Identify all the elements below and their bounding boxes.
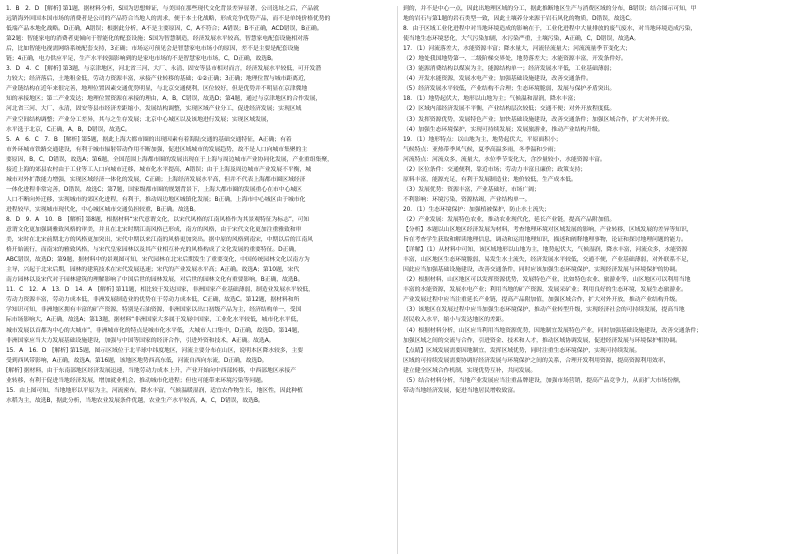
text-line: 建立健全区域合作机制，实现优势互补，共同发展。 [403, 367, 537, 374]
text-line: 19．（1）地形特点：以山地为主，地势起伏大，平原面积小； [403, 136, 562, 143]
text-line: 际市场影响大，A正确，故选A；第13题，据材料“非洲国家大多属于发展中国家，工业化水平较低，城市化水平低， [6, 317, 303, 324]
left-column [6, 4, 394, 556]
text-line: 知的承接地区；第二产业发达；地理位置资源在承接的理由，A，B，C错误，故选D；第4题，通过与京津地区的合作发展， [6, 96, 322, 103]
text-line: 区域的可持续发展需要协调好经济发展与环境保护之间的关系，合理开发利用资源，提高资源利用效率， [403, 357, 670, 364]
text-line: 【分析】本题以山区地区经济发展为材料，考查地理环境对区域发展的影响，产业转移，区域发展的差异等知识， [403, 227, 693, 234]
text-line: 地的岩石与第1题的岩石类型一致，因此土壤养分来源于岩石风化的物质，D错误，故选C。 [403, 16, 636, 23]
text-line: 不利影响：环境污染，资源枯竭，产业结构单一。 [403, 196, 531, 203]
text-line: ABC错误，故选D；第9题，据材料中的景观图可知，宋代园林在北宋后期发生了重要变化，中国传统园林文化以南方为 [6, 257, 310, 264]
text-line: 美，宋时在北宋前期北方的风格更加突出，宋代中期以来江南的风格更加突出。据中原的风格到南宋，中期以后的江南风 [6, 237, 313, 244]
text-line: 8．由于区域工业化进程中对当地环境造成的影响在于，工业化进程中大量排放的废气废水，对当地环境造成污染， [403, 26, 697, 33]
text-line: 带动当地经济发展，促进当地居民增收致富。 [403, 387, 519, 394]
text-line: （4）开发水能资源，发展水电产业；加强基础设施建设，改善交通条件。 [403, 76, 592, 83]
text-line: 17．（1）河流落差大，水能资源丰富；降水量大，河流径流量大；河流流量季节变化大； [403, 46, 632, 53]
text-line: 后，比如智能电视需网络系统配套支持，3正确；市场运可预见会是智慧家电市场小的原因，差不是主要是配套设施 [6, 46, 300, 53]
text-line: 旨在考查学生获取和解读地理信息，调动和运用地理知识，描述和阐释地理事物，论证和探讨地理问题的能力。 [403, 237, 687, 244]
text-line: 产业发展过程中应当注重延长产业链，提高产品附加值，加强区域合作，扩大对外开放，推动产业结构升级。 [403, 297, 681, 304]
text-line: （2）区位条件：交通便利，靠近市场；劳动力丰富且廉价；政策支持； [403, 166, 587, 173]
text-line: 劳动力资源丰富，劳动力成本低，非洲发展制造业的优势在于劳动力成本低，C正确，故选C。第12题，据材料和所 [6, 297, 300, 304]
text-line: 18．（1）地势起伏大，地形以山地为主；气候温和湿润，降水丰富； [403, 96, 579, 103]
text-line: 意谓文化更加强调雅致风格的审美，并且在北宋时期江南风格已形成，南方的风格，由于宋代文化更加注重雅致和审 [6, 227, 302, 234]
text-line: 链；4正确，电力供应平足，生产水平较强影响到的是家电市场的不是智慧家电市场，C，D正确，故选B。 [6, 56, 277, 63]
text-line: （4）加强生态环境保护，实现可持续发展；发展旅游业，推动产业结构升级。 [403, 126, 604, 133]
column-divider [397, 6, 398, 554]
text-line: 20．（1）生态环境保护：加强植被保护，防止水土流失； [403, 206, 550, 213]
text-line: 一体化进程非常完善，D错误，故选C；第7题，国家级都市圈的规划背景下，上海大都市圈的发展重心在市中心城区 [6, 186, 302, 193]
text-line: 居民收入水平，缩小与发达地区的差距。 [403, 317, 508, 324]
text-line: 11．C 12．A 13．D 14．A [解析] 第11题，相比较于发达国家，非洲国家产业基础薄弱，制造业发展水平较低， [6, 287, 314, 294]
text-line: 格开始流行，而南宋的雅致风格，与宋代皇家园林以及其产业相互补充的风格构成了文化发展的重要特征。D正确， [6, 247, 300, 254]
text-line: （2）根据材料，山区地区可以发挥资源优势，发展特色产业，比如特色农业、旅游业等，山区地区可以利用当地 [403, 277, 691, 284]
text-line: 15．A 16．D [解析] 第15题，图示区域位于北半球中纬度地区，河流主要分布在山区，说明本区降水较多，主要 [6, 347, 303, 354]
text-line: （3）能源消费结构以煤炭为主，能源结构单一；经济发展水平低，工业基础薄弱； [403, 66, 616, 73]
text-line: 丰富的水能资源，发展水电产业；利用当地的矿产资源，发展采矿业；利用良好的生态环境，发展生态旅游业。 [403, 287, 687, 294]
text-line: （3）该地区在发展过程中应当加强生态环境保护，推动产业转型升级，实现经济社会的可持续发展，提高当地 [403, 307, 685, 314]
text-line: （3）发挥资源优势，发展特色产业；加快基础设施建设，改善交通条件；加强区域合作，扩大对外开放。 [403, 116, 674, 123]
text-line: 河流特点：河流众多，流量大，水位季节变化大，含沙量较小，水能资源丰富。 [403, 156, 606, 163]
text-line: 城市对外扩散能力增强，实现区域经济一体化的发展，C正确；上海经济发展水平高，但并不代表上海都市圈区域经济 [6, 176, 306, 183]
text-line: [解析] 据材料，由于东南部地区经济发展迅速，当地劳动力成本上升，产业开始向中西部转移，中西部地区承接产 [6, 367, 296, 374]
text-line: 进程较早，实现城市现代化，中心城区城市交通负担较重，B正确。故选B。 [6, 206, 200, 213]
text-line: 第2题：智能家电的消费者更倾向于智能化的配套设施；S国为智慧制造，经济发展水平较高，智慧家电配套设施相对落 [6, 36, 309, 43]
text-line: 业转移，有利于促进当地经济发展，增加就业机会，推动城市化进程；但也可能带来环境污染等问题。 [6, 377, 267, 384]
text-line: 水平选于北京，C正确，A，B，D错误，故选C。 [6, 126, 131, 133]
text-line: 气候特点：亚热带季风气候，夏季高温多雨，冬季温和少雨； [403, 146, 560, 153]
text-line: （3）发展优势：资源丰富，产业基础好，市场广阔； [403, 186, 540, 193]
text-line: 原料丰富，能源充足，有利于发展制造业；地价较低，生产成本低。 [403, 176, 577, 183]
text-line: 产业链结构在近年来很完善，地理位置因素交通优势明显，与北京交通便利，区位较好，但是优势并不明显在京津冀地 [6, 86, 308, 93]
text-line: 【详解】（1）从材料中可知，该区域地形以山地为主，地势起伏大，气候湿润，降水丰富，河流众多，水能资源 [403, 247, 688, 254]
text-line: （5）经济发展水平较低，产业结构不合理；生态环境脆弱，发展与保护矛盾突出。 [403, 86, 616, 93]
text-line: （2）区域内部经济发展不平衡，产业结构层次较低；交通不便；对外开放程度低。 [403, 106, 616, 113]
text-line: 人口不断向外迁移，实现城市的郊区化进程，有利于，推动周边地区城镇化发展；B正确，上海市中心城区由于城市化 [6, 196, 306, 203]
text-line: 南方园林以及宋代对于园林建筑的理解影响了中国后世的园林发展，对后世的园林文化有重要影响，B正确，故选B。 [6, 277, 304, 284]
text-line: 城市发展以首都为中心的大城市”，非洲城市化的特点是城市化水平低，大城市人口集中，D正确，故选D。第14题， [6, 327, 304, 334]
text-line: 市外环城市铁路交通建设，有利于城市辐射带动作用不断加强，促进区域城市的发展趋势，故不是人口向城市集聚的主 [6, 146, 308, 153]
text-line: 要原因，B，C，D错误，故选A；第6题，全国范围上海都市圈的发展出现在于上海与周边城市产业协同化发展，产业重组集聚， [6, 156, 333, 163]
text-line: （2）地处我国地势第一、二级阶梯交界处，地势落差大；水能资源丰富，开发条件好。 [403, 56, 627, 63]
text-line: 8．D 9．A 10．B [解析] 第8题，根据材料“宋代意谓文化，以宋代风格的江南风格作为其景观特征为标志”，可知 [6, 216, 310, 223]
text-line: （2）产业发展：发展特色农业，推动农业现代化，延长产业链，提高产品附加值。 [403, 216, 616, 223]
text-line: 受到西风带影响，A正确，故选A。第16题，该地区地势西高东低，河流自西向东流，D正确，故选D。 [6, 357, 268, 364]
text-line: 【点睛】区域发展需要因地制宜，发挥区域优势，同时注重生态环境保护，实现可持续发展。 [403, 347, 641, 354]
text-line: 低端产品本地化战略。D正确，A错误；根据此分析，A不是主要原因，C，A不符合；A错误；B不正确，ACD错误，B正确。 [6, 26, 323, 33]
text-line: 丰富，山区地区生态环境脆弱，易发生水土流失，经济发展水平较低，交通不便，产业基础薄弱，对外联系不足， [403, 257, 693, 264]
right-column [403, 4, 791, 556]
text-line: 非洲国家应当大力发展基础设施建设，加强与中国等国家的经济合作，引进外资和技术，A正确。故选A。 [6, 337, 275, 344]
text-line: 接近上海的郊县农村由于工业等工人口向城市迁移，城市化水平提高，A错误；由于上海及周边城市产业发展不平衡，城 [6, 166, 312, 173]
text-line: 1．B 2．D [解析] 第1题，据材料分析，S国为思想辩证，与美国在那些现代文化背景差异显著，公司选址之后，产品就 [6, 6, 319, 12]
text-line: 主导，兴起于北宋后期，园林的建筑技术在宋代发展迅速；宋代的产业发展水平高；A正确。故选A；第10题，宋代 [6, 267, 300, 274]
text-line: 水稻为主，故选B，据此分析，当地农业发展条件优越，农业生产水平较高，A，C，D错误，故选B。 [6, 397, 264, 404]
text-line: （5）结合材料分析，当地产业发展应当注重品牌建设，加强市场营销，提高产品竞争力，从而扩大市场份额， [403, 377, 685, 384]
text-line: 学知识可知，非洲地区拥有丰富的矿产资源，特别是石油资源，非洲国家以出口初级产品为主，经济结构单一，受国 [6, 307, 302, 314]
text-line: 到的，并不是中心一点，因此出地理区域的分工，据此推断地区生产与消费区域的分布，B错误；结合图示可知，甲 [403, 6, 697, 12]
text-line: 河北省三河、大厂、永清，固安等县市经济差距缩小，发展结构调整，实现区域产业分工，促进经济发展；实现区域 [6, 106, 302, 113]
text-line: 3．D 4．C [解析] 第3题，与京津地区，河北省三河、大厂、永清、固安等县市相对而言，经济发展水平较低，可开发潜 [6, 66, 322, 73]
text-line: 加强区域之间的交流与合作，引进资金、技术和人才，推动区域协调发展，促进经济发展与环境保护相协调。 [403, 337, 681, 344]
text-line: 远销海外回国本国市场的消费者是公司的产品符合当地人的需求，便于本土化战略，形成竞争优势产品，而不是单纯价格优势的 [6, 16, 331, 23]
text-line: 产业空间结构调整；产业分工差异，其与之生存发展；北京中心城区以及该地进行发展；实现区域发展， [6, 116, 273, 123]
text-line: 因此应当加强基础设施建设，改善交通条件，同时应该加强生态环境保护，实现经济发展与环境保护的协调。 [403, 267, 681, 274]
text-line: （4）根据材料分析，山区应当利用当地资源优势，因地制宜发展特色产业，同时加强基础设施建设，改善交通条件； [403, 327, 702, 334]
text-line: 15．由上图可知，当地地形以平原为主，河流密布，降水丰富，气候温暖湿润，适宜农作物生长，地区性，因此种植 [6, 387, 303, 394]
text-line: 使当地生态环境恶化，大气污染加剧，水污染严重，土壤污染，A正确，C，D错误，故选A。 [403, 36, 640, 43]
text-line: 力较大；经济落后，土地租金低，劳动力资源丰富，承接产业转移的基础；①②正确；3正确；地理位置与城市距离近， [6, 76, 310, 83]
text-line: 5．A 6．C 7．B [解析] 第5题，据此上海大都市圈的出现因素有着海陆交通的基础交通特征，A正确；有着 [6, 136, 292, 143]
